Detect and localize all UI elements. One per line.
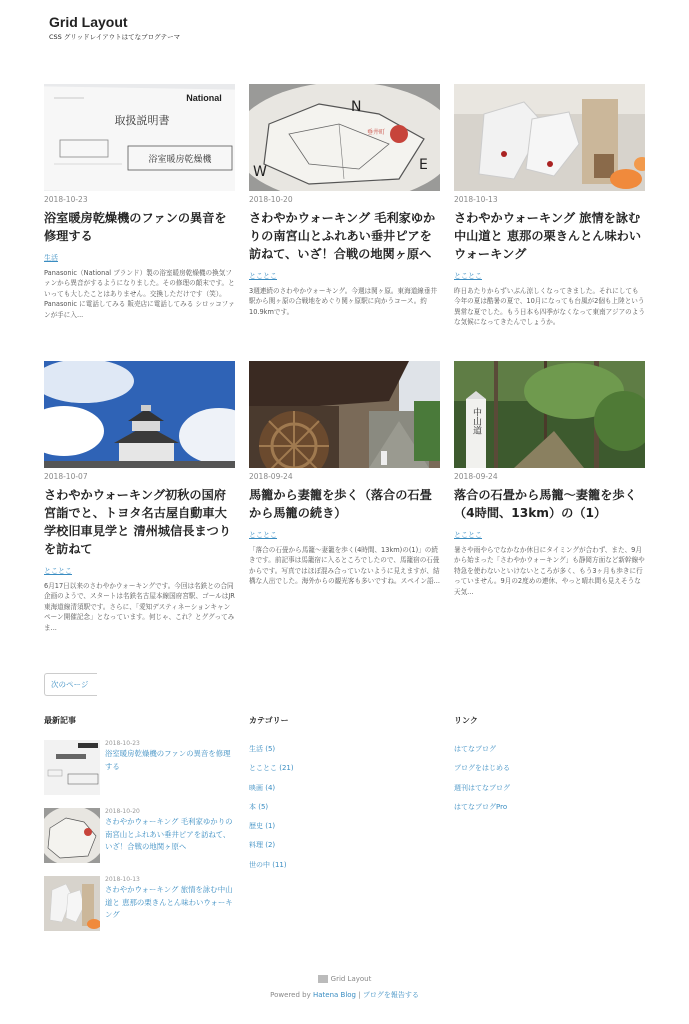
external-link[interactable]: ブログをはじめる bbox=[454, 764, 510, 773]
category-link[interactable]: 歴史 (1) bbox=[249, 822, 276, 831]
links-heading: リンク bbox=[454, 716, 478, 725]
category-list bbox=[249, 740, 440, 875]
post-date: 2018-09-24 bbox=[454, 472, 498, 481]
post-excerpt: Panasonic（National ブランド）製の浴室暖房乾燥機の換気ファンから異音がするようになりました。その修理の顛末です。といっても大したことはありません。交換しただけです（笑）。Panasonic に電話してみる 販売店に電話してみる シロッコファンが手に入... bbox=[44, 269, 235, 319]
recent-post-thumbnail[interactable] bbox=[44, 876, 100, 931]
category-link[interactable]: 料理 (2) bbox=[249, 841, 276, 850]
next-page-button[interactable]: 次のページ bbox=[44, 673, 97, 696]
post-date: 2018-10-13 bbox=[454, 195, 498, 204]
site-header bbox=[49, 14, 180, 41]
manual-product: 浴室暖房乾燥機 bbox=[148, 155, 212, 165]
post-title[interactable]: さわやかウォーキング 毛利家ゆかりの南宮山とふれあい垂井ピアを訪ねて、いざ！合戦の地関ヶ原へ bbox=[249, 211, 436, 261]
post-card bbox=[249, 361, 440, 587]
post-thumbnail[interactable] bbox=[454, 361, 645, 468]
category-link[interactable]: 世の中 (11) bbox=[249, 860, 287, 869]
post-thumbnail[interactable] bbox=[454, 84, 645, 191]
post-date: 2018-10-23 bbox=[44, 195, 88, 204]
powered-by bbox=[0, 990, 689, 1000]
sign-post-text: 中山道 bbox=[471, 407, 481, 435]
recent-post-title[interactable]: さわやかウォーキング 旅情を詠む中山道と 恵那の栗きんとん味わいウォーキング bbox=[105, 885, 233, 920]
post-card bbox=[44, 84, 235, 320]
powered-prefix: Powered by bbox=[270, 991, 311, 999]
recent-post-body bbox=[105, 740, 235, 795]
footer-title-text: Grid Layout bbox=[330, 975, 372, 983]
recent-post-item bbox=[44, 808, 235, 863]
footer-separator: | bbox=[358, 991, 361, 999]
post-thumbnail[interactable] bbox=[249, 84, 440, 191]
recent-post-date: 2018-10-13 bbox=[105, 876, 140, 883]
recent-posts-module bbox=[44, 715, 235, 944]
footer-widgets bbox=[44, 715, 645, 945]
category-link[interactable]: 本 (5) bbox=[249, 802, 269, 811]
category-link[interactable]: 生活 (5) bbox=[249, 745, 276, 753]
links-module bbox=[454, 715, 645, 817]
post-card bbox=[454, 361, 645, 597]
category-link[interactable]: とことこ (21) bbox=[249, 764, 294, 773]
recent-post-item bbox=[44, 876, 235, 931]
post-card bbox=[454, 84, 645, 328]
post-excerpt: 昨日あたりからずいぶん涼しくなってきました。それにしても今年の夏は酷暑の夏で、10月になっても台風が2個も上陸という異常な夏でした。もう日本も四季がなくなって東南アジアのような気候になってきたんでしょうか。 bbox=[454, 287, 645, 327]
recent-post-date: 2018-10-23 bbox=[105, 740, 140, 747]
post-title[interactable]: さわやかウォーキング初秋の国府宮詣でと、トヨタ名古屋自動車大学校旧車見学と 清州城信長まつりを訪ねて bbox=[44, 488, 232, 556]
map-letter-n: N bbox=[351, 99, 362, 115]
pager bbox=[44, 672, 97, 696]
category-link[interactable]: 映画 (4) bbox=[249, 783, 276, 792]
map-letter-w: W bbox=[253, 164, 267, 180]
post-title[interactable]: さわやかウォーキング 旅情を詠む中山道と 恵那の栗きんとん味わいウォーキング bbox=[454, 211, 642, 261]
post-excerpt: 「落合の石畳から馬籠～妻籠を歩く(4時間、13km)の(1)」の続きです。前記事は馬籠宿に入るところでしたので、馬籠宿の石畳からです。写真ではほぼ混み合っていないように見えますが、結構な人出でした。海外からの観光客も多いですね。スペイン語... bbox=[249, 546, 440, 586]
post-excerpt: 6月17日以来のさわやかウォーキングです。今回は名鉄との合同企画のようで、スタートは名鉄名古屋本線国府宮駅、ゴールはJR東海道線清須駅です。さらに、「愛知デスティネーションキャンペーン開催記念」となっています。何じゃ、これ？とググってみま... bbox=[44, 582, 235, 632]
post-date: 2018-10-07 bbox=[44, 472, 88, 481]
hatena-blog-link[interactable]: Hatena Blog bbox=[312, 991, 356, 999]
post-date: 2018-09-24 bbox=[249, 472, 293, 481]
manual-title: 取扱説明書 bbox=[114, 114, 170, 127]
recent-post-thumbnail[interactable] bbox=[44, 740, 100, 795]
post-category[interactable]: 生活 bbox=[44, 254, 58, 262]
post-title[interactable]: 浴室暖房乾燥機のファンの異音を修理する bbox=[44, 211, 227, 243]
map-sign: 垂井町 bbox=[367, 129, 386, 136]
footer-blog-title[interactable] bbox=[318, 975, 372, 983]
post-category[interactable]: とことこ bbox=[454, 272, 482, 280]
post-date: 2018-10-20 bbox=[249, 195, 293, 204]
recent-post-body bbox=[105, 808, 235, 863]
external-link[interactable]: 週刊はてなブログ bbox=[454, 783, 510, 792]
recent-post-thumbnail[interactable] bbox=[44, 808, 100, 863]
post-title[interactable]: 落合の石畳から馬籠～妻籠を歩く（4時間、13km）の（1） bbox=[454, 488, 637, 520]
post-card bbox=[44, 361, 235, 633]
site-title[interactable]: Grid Layout bbox=[49, 14, 128, 30]
recent-post-body bbox=[105, 876, 235, 931]
blog-icon bbox=[318, 975, 328, 983]
external-link[interactable]: はてなブログ bbox=[454, 745, 496, 753]
post-category[interactable]: とことこ bbox=[454, 531, 482, 539]
post-category[interactable]: とことこ bbox=[44, 567, 72, 575]
manual-brand: National bbox=[186, 93, 222, 103]
recent-post-date: 2018-10-20 bbox=[105, 808, 140, 815]
post-category[interactable]: とことこ bbox=[249, 531, 277, 539]
categories-module bbox=[249, 715, 440, 875]
external-link[interactable]: はてなブログPro bbox=[454, 802, 508, 811]
post-thumbnail[interactable] bbox=[249, 361, 440, 468]
post-excerpt: 3週連続のさわやかウォーキング。今週は関ヶ原。東海道線垂井駅から関ヶ原の合戦地をめぐり関ヶ原駅に向かうコース。約10.9kmです。 bbox=[249, 287, 438, 316]
post-thumbnail[interactable] bbox=[44, 84, 235, 191]
report-blog-link[interactable]: ブログを報告する bbox=[362, 991, 419, 999]
post-title[interactable]: 馬籠から妻籠を歩く（落合の石畳から馬籠の続き） bbox=[249, 488, 432, 520]
recent-post-title[interactable]: 浴室暖房乾燥機のファンの異音を修理する bbox=[105, 749, 231, 771]
recent-post-item bbox=[44, 740, 235, 795]
link-list bbox=[454, 740, 645, 817]
site-description: CSS グリッドレイアウトはてなブログテーマ bbox=[49, 33, 181, 41]
site-footer bbox=[0, 975, 689, 1000]
recent-posts-heading: 最新記事 bbox=[44, 716, 76, 725]
post-thumbnail[interactable] bbox=[44, 361, 235, 468]
categories-heading: カテゴリー bbox=[249, 716, 289, 725]
post-excerpt: 暑さや雨やらでなかなか休日にタイミングが合わず、また、9月から始まった「さわやかウォーキング」も静岡方面など新幹線や特急を使わないといけないところが多く、もう3ヶ月も歩きに行っていません。9月の2度めの連休、やっと晴れ間も見えそうな天気... bbox=[454, 546, 645, 596]
map-letter-e: E bbox=[419, 157, 428, 173]
recent-post-title[interactable]: さわやかウォーキング 毛利家ゆかりの南宮山とふれあい垂井ピアを訪ねて、いざ！合戦の地関ヶ原へ bbox=[105, 817, 233, 852]
post-category[interactable]: とことこ bbox=[249, 272, 277, 280]
post-card bbox=[249, 84, 440, 317]
